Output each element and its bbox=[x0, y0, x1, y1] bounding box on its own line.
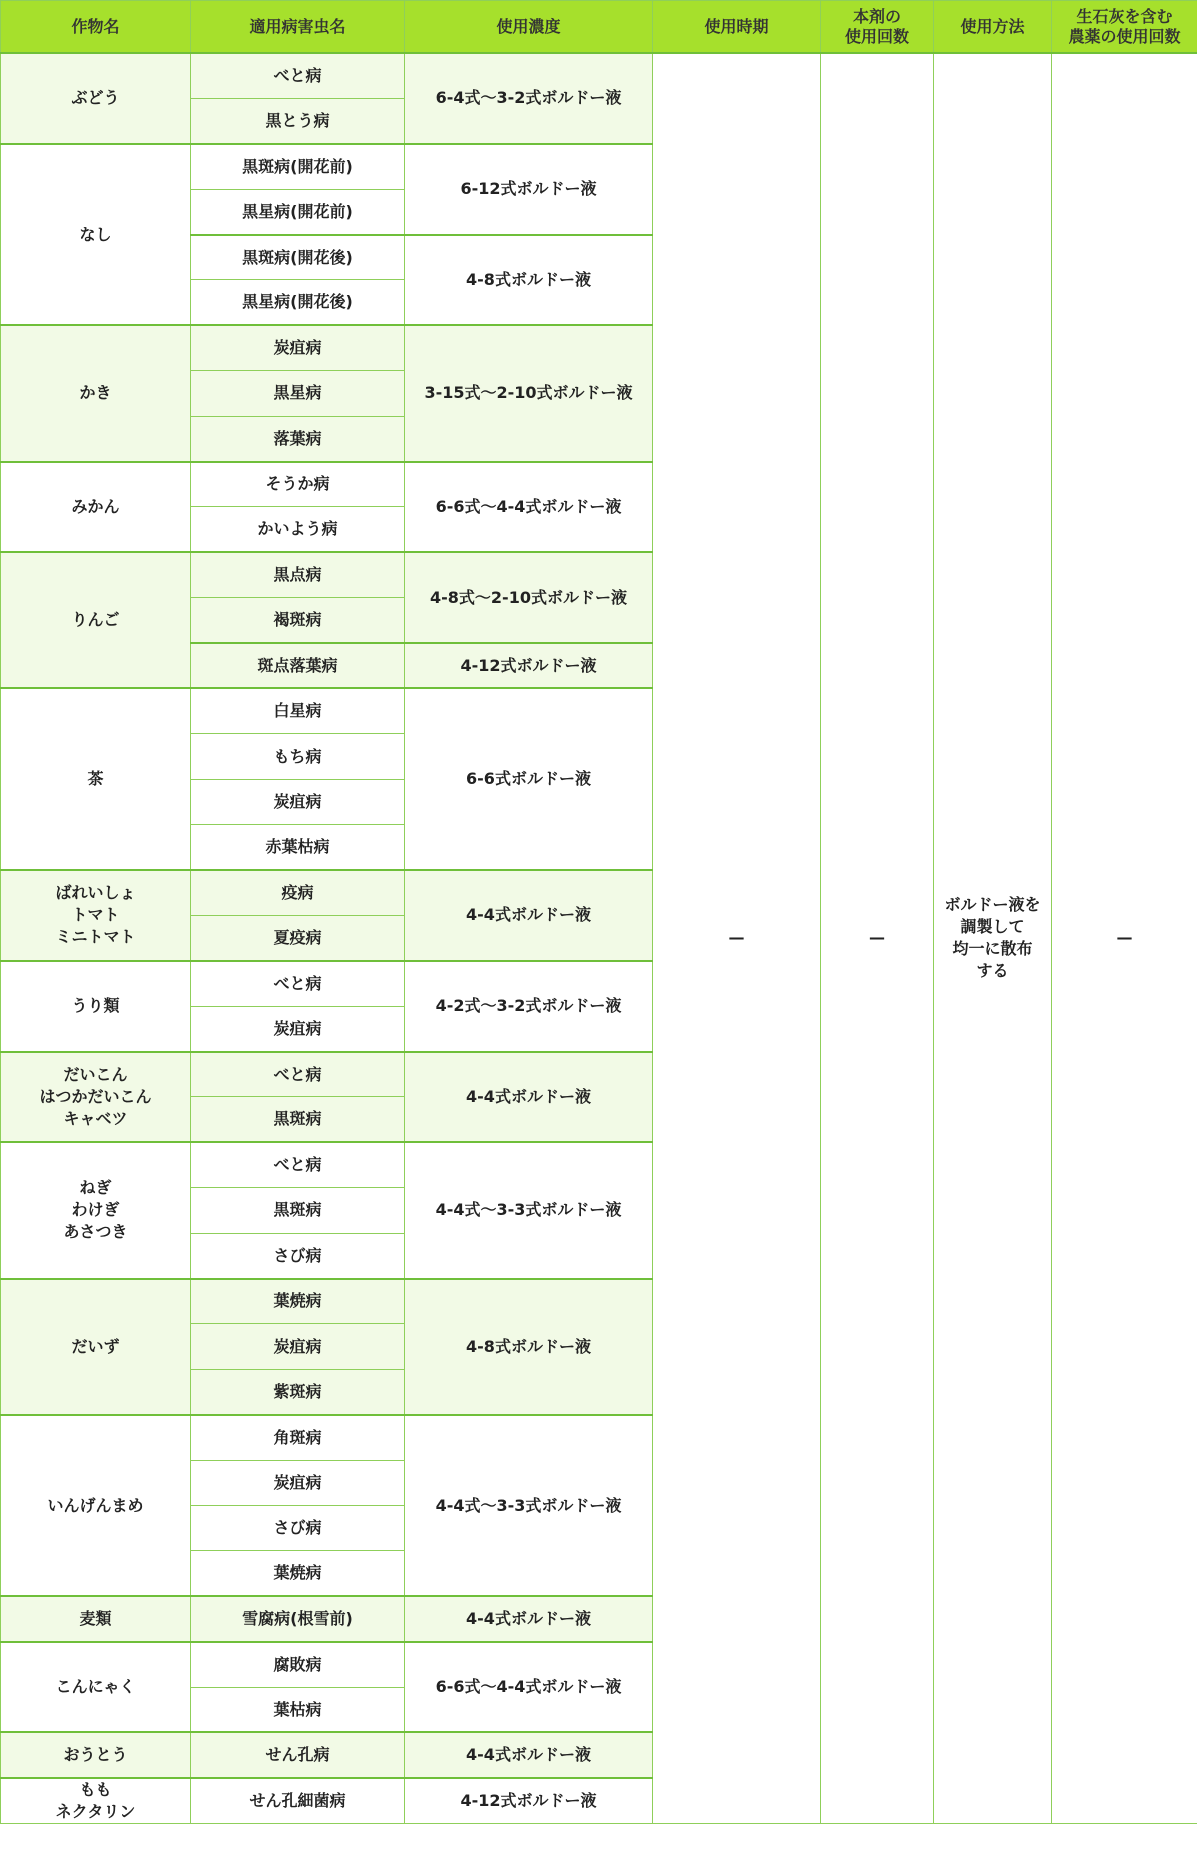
crop-cell bbox=[1, 552, 191, 688]
crop-name: 茶 bbox=[87, 769, 104, 789]
pest-cell: かいよう病 bbox=[191, 507, 405, 552]
crop-name: ねぎ bbox=[79, 1178, 112, 1198]
crop-cell bbox=[1, 688, 191, 870]
crop-name: ぶどう bbox=[71, 88, 120, 108]
pest-cell: 炭疽病 bbox=[191, 1006, 405, 1051]
header-row bbox=[1, 1, 1197, 54]
crop-name: キャベツ bbox=[63, 1108, 128, 1128]
crop-name: だいこん bbox=[63, 1064, 128, 1084]
pest-cell: 黒斑病(開花後) bbox=[191, 235, 405, 280]
crop-cell bbox=[1, 1415, 191, 1597]
pest-cell: べと病 bbox=[191, 1142, 405, 1187]
concentration-cell: 6-6式～4-4式ボルドー液 bbox=[405, 1642, 653, 1733]
pest-cell: 炭疽病 bbox=[191, 779, 405, 824]
crop-cell bbox=[1, 1732, 191, 1777]
pest-cell: さび病 bbox=[191, 1233, 405, 1278]
crop-cell bbox=[1, 1142, 191, 1278]
pest-cell: 炭疽病 bbox=[191, 1324, 405, 1369]
pest-cell: 炭疽病 bbox=[191, 1460, 405, 1505]
concentration-cell: 6-6式～4-4式ボルドー液 bbox=[405, 462, 653, 553]
method-text: ボルドー液を bbox=[944, 895, 1041, 915]
pest-cell: 夏疫病 bbox=[191, 915, 405, 960]
crop-name: ミニトマト bbox=[55, 927, 136, 947]
crop-name: 麦類 bbox=[79, 1608, 112, 1628]
pest-cell: 紫斑病 bbox=[191, 1369, 405, 1414]
crop-cell bbox=[1, 462, 191, 553]
pest-cell: 赤葉枯病 bbox=[191, 825, 405, 870]
crop-name: トマト bbox=[71, 905, 120, 925]
pest-cell: さび病 bbox=[191, 1506, 405, 1551]
concentration-cell: 6-12式ボルドー液 bbox=[405, 144, 653, 235]
pest-cell: 白星病 bbox=[191, 688, 405, 733]
concentration-cell: 4-4式ボルドー液 bbox=[405, 870, 653, 961]
pest-cell: 腐敗病 bbox=[191, 1642, 405, 1687]
header-usage-count-line1: 本剤の bbox=[852, 6, 901, 26]
pest-cell: べと病 bbox=[191, 961, 405, 1006]
pest-cell: 黒斑病 bbox=[191, 1188, 405, 1233]
table-row bbox=[1, 53, 1197, 98]
method-text: 調製して bbox=[960, 917, 1025, 937]
total-count-cell: — bbox=[1052, 53, 1197, 1823]
concentration-cell: 4-4式～3-3式ボルドー液 bbox=[405, 1142, 653, 1278]
pest-cell: べと病 bbox=[191, 53, 405, 98]
method-cell bbox=[934, 53, 1052, 1823]
crop-name: だいず bbox=[71, 1336, 120, 1356]
timing-cell: — bbox=[653, 53, 821, 1823]
usage-count-cell: — bbox=[821, 53, 934, 1823]
pest-cell: 黒点病 bbox=[191, 552, 405, 597]
header-crop: 作物名 bbox=[1, 1, 191, 54]
concentration-cell: 3-15式～2-10式ボルドー液 bbox=[405, 325, 653, 461]
pest-cell: 黒星病(開花後) bbox=[191, 280, 405, 325]
pest-cell: 落葉病 bbox=[191, 416, 405, 461]
pest-cell: 褐斑病 bbox=[191, 598, 405, 643]
concentration-cell: 4-4式ボルドー液 bbox=[405, 1052, 653, 1143]
method-text: する bbox=[976, 961, 1009, 981]
pest-cell: 葉枯病 bbox=[191, 1687, 405, 1732]
pest-cell: 黒斑病 bbox=[191, 1097, 405, 1142]
pest-cell: 雪腐病(根雪前) bbox=[191, 1596, 405, 1641]
pest-cell: 黒斑病(開花前) bbox=[191, 144, 405, 189]
crop-cell bbox=[1, 325, 191, 461]
crop-cell bbox=[1, 1596, 191, 1641]
pest-cell: そうか病 bbox=[191, 462, 405, 507]
concentration-cell: 4-2式～3-2式ボルドー液 bbox=[405, 961, 653, 1052]
concentration-cell: 4-12式ボルドー液 bbox=[405, 1778, 653, 1824]
concentration-cell: 4-8式ボルドー液 bbox=[405, 235, 653, 326]
header-total-count-line1: 生石灰を含む bbox=[1076, 6, 1173, 26]
pest-cell: べと病 bbox=[191, 1052, 405, 1097]
concentration-cell: 4-12式ボルドー液 bbox=[405, 643, 653, 688]
crop-name: わけぎ bbox=[71, 1200, 120, 1220]
pest-cell: 黒とう病 bbox=[191, 98, 405, 143]
header-usage-count bbox=[821, 1, 934, 54]
crop-name: あさつき bbox=[63, 1222, 128, 1242]
pest-cell: 角斑病 bbox=[191, 1415, 405, 1460]
concentration-cell: 4-4式～3-3式ボルドー液 bbox=[405, 1415, 653, 1597]
crop-name: りんご bbox=[71, 610, 120, 630]
crop-cell bbox=[1, 144, 191, 326]
pest-cell: せん孔病 bbox=[191, 1732, 405, 1777]
concentration-cell: 4-4式ボルドー液 bbox=[405, 1732, 653, 1777]
crop-name: かき bbox=[79, 383, 112, 403]
crop-cell bbox=[1, 1052, 191, 1143]
table-body bbox=[1, 53, 1197, 1823]
crop-name: いんげんまめ bbox=[47, 1495, 144, 1515]
crop-cell bbox=[1, 53, 191, 144]
pest-cell: 疫病 bbox=[191, 870, 405, 915]
crop-cell bbox=[1, 1642, 191, 1733]
crop-name: おうとう bbox=[63, 1745, 128, 1765]
header-method: 使用方法 bbox=[934, 1, 1052, 54]
header-concentration: 使用濃度 bbox=[405, 1, 653, 54]
crop-cell bbox=[1, 1279, 191, 1415]
crop-name: はつかだいこん bbox=[39, 1086, 152, 1106]
header-total-count bbox=[1052, 1, 1197, 54]
header-total-count-line2: 農薬の使用回数 bbox=[1068, 26, 1181, 46]
concentration-cell: 4-8式ボルドー液 bbox=[405, 1279, 653, 1415]
pest-cell: 葉焼病 bbox=[191, 1279, 405, 1324]
pest-cell: もち病 bbox=[191, 734, 405, 779]
crop-name: もも bbox=[79, 1779, 112, 1799]
crop-cell bbox=[1, 870, 191, 961]
header-timing: 使用時期 bbox=[653, 1, 821, 54]
crop-cell bbox=[1, 961, 191, 1052]
crop-name: なし bbox=[79, 224, 112, 244]
concentration-cell: 4-8式～2-10式ボルドー液 bbox=[405, 552, 653, 643]
crop-name: ばれいしょ bbox=[55, 883, 136, 903]
concentration-cell: 6-4式～3-2式ボルドー液 bbox=[405, 53, 653, 144]
pest-cell: せん孔細菌病 bbox=[191, 1778, 405, 1824]
pest-cell: 炭疽病 bbox=[191, 325, 405, 370]
pest-cell: 黒星病 bbox=[191, 371, 405, 416]
concentration-cell: 6-6式ボルドー液 bbox=[405, 688, 653, 870]
pest-cell: 斑点落葉病 bbox=[191, 643, 405, 688]
concentration-cell: 4-4式ボルドー液 bbox=[405, 1596, 653, 1641]
crop-name: うり類 bbox=[71, 996, 120, 1016]
header-usage-count-line2: 使用回数 bbox=[844, 26, 909, 46]
header-pest: 適用病害虫名 bbox=[191, 1, 405, 54]
crop-name: ネクタリン bbox=[55, 1801, 136, 1821]
crop-name: こんにゃく bbox=[55, 1677, 136, 1697]
crop-cell bbox=[1, 1778, 191, 1824]
pest-cell: 葉焼病 bbox=[191, 1551, 405, 1596]
pest-cell: 黒星病(開花前) bbox=[191, 189, 405, 234]
method-text: 均一に散布 bbox=[952, 939, 1033, 959]
crop-name: みかん bbox=[71, 496, 120, 516]
